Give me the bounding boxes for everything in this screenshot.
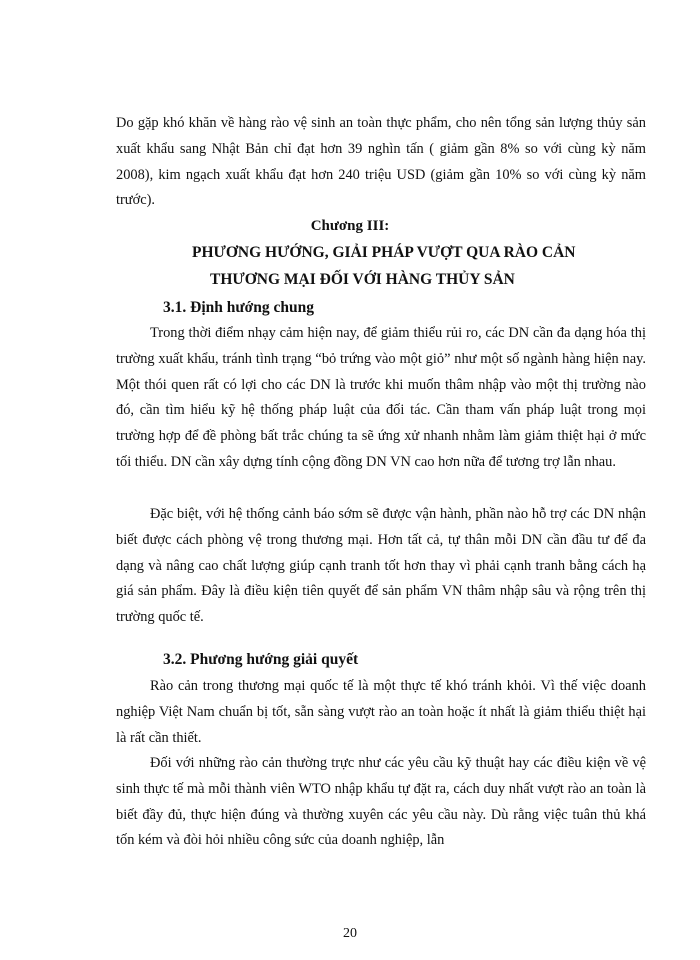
page-number: 20 <box>343 926 357 941</box>
section-3-1-heading: 3.1. Định hướng chung <box>163 299 314 316</box>
intro-paragraph: Do gặp khó khăn về hàng rào vệ sinh an toàn thực phẩm, cho nên tổng sản lượng thủy sản xuất khẩu sang Nhật Bản chỉ đạt hơn 39 nghìn tấn ( giảm gần 8% so với cùng kỳ năm 2008), kim ngạch xuất khẩu đạt hơn 240 triệu USD (giảm gần 10% so với cùng kỳ năm trước). <box>116 115 646 209</box>
section-3-2-heading: 3.2. Phương hướng giải quyết <box>163 651 359 668</box>
section-3-2-paragraph-2: Đối với những rào cản thường trực như các yêu cầu kỹ thuật hay các điều kiện về vệ sinh thực tế mà mỗi thành viên WTO nhập khẩu tự đặt ra, cách duy nhất vượt rào an toàn là biết đầy đủ, thực hiện đúng và thường xuyên các yêu cầu này. Dù rằng việc tuân thủ khá tốn kém và đòi hỏi nhiều công sức của doanh nghiệp, lẫn <box>116 755 646 849</box>
section-3-1-paragraph-1: Trong thời điểm nhạy cảm hiện nay, để giảm thiểu rủi ro, các DN cần đa dạng hóa thị trường xuất khẩu, tránh tình trạng “bỏ trứng vào một giỏ” như một số ngành hàng hiện nay. Một thói quen rất có lợi cho các DN là trước khi muốn thâm nhập vào một thị trường nào đó, cần tìm hiểu kỹ hệ thống pháp luật của đối tác. Cần tham vấn pháp luật trong mọi trường hợp để đề phòng bất trắc chúng ta sẽ ứng xử nhanh nhằm làm giảm thiệt hại ở mức tối thiểu. DN cần xây dựng tính cộng đồng DN VN cao hơn nữa để tương trợ lẫn nhau. <box>116 325 646 470</box>
chapter-title-line-2: THƯƠNG MẠI ĐỐI VỚI HÀNG THỦY SẢN <box>210 271 515 288</box>
section-3-2-paragraph-1: Rào cản trong thương mại quốc tế là một thực tế khó tránh khỏi. Vì thế việc doanh nghiệp Việt Nam chuẩn bị tốt, sẵn sàng vượt rào an toàn hoặc ít nhất là giảm thiểu thiệt hại là rất cần thiết. <box>116 678 646 746</box>
section-3-1-paragraph-2: Đặc biệt, với hệ thống cảnh báo sớm sẽ được vận hành, phần nào hỗ trợ các DN nhận biết được cách phòng vệ trong thương mại. Hơn tất cả, tự thân mỗi DN cần đầu tư để đa dạng và nâng cao chất lượng giúp cạnh tranh tốt hơn thay vì phải cạnh tranh bằng cách hạ giá sản phẩm. Đây là điều kiện tiên quyết để sản phẩm VN thâm nhập sâu và rộng trên thị trường quốc tế. <box>116 506 646 626</box>
chapter-label: Chương III: <box>310 218 390 234</box>
chapter-title-line-1: PHƯƠNG HƯỚNG, GIẢI PHÁP VƯỢT QUA RÀO CẢN <box>192 244 576 261</box>
